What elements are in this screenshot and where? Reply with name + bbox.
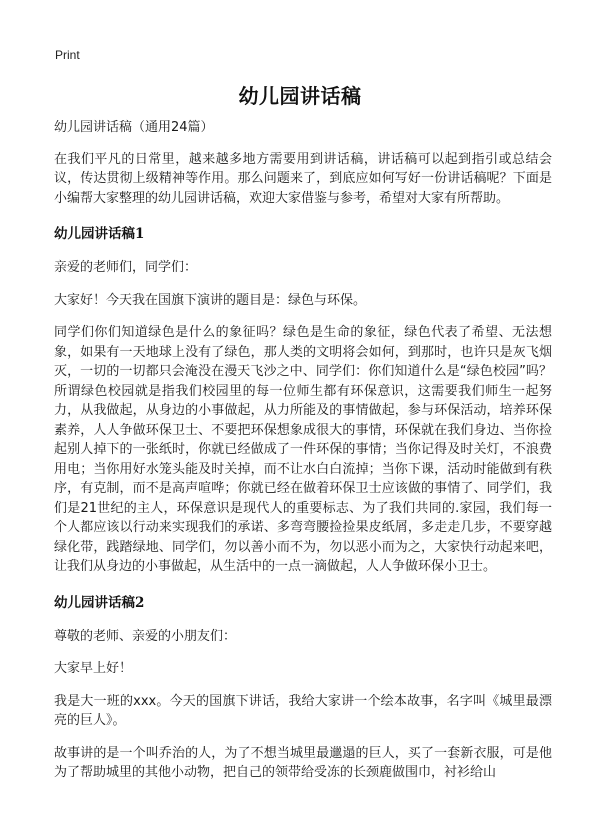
document-subtitle: 幼儿园讲话稿（通用24篇）: [54, 120, 214, 135]
section-2-paragraph: 大家早上好！: [54, 661, 133, 676]
section-2-paragraph: 故事讲的是一个叫乔治的人，为了不想当城里最邋遢的巨人，买了一套新衣服，可是他为了帮助城里的其他小动物，把自己的领带给受冻的长颈鹿做围巾，衬衫给山: [54, 745, 552, 780]
section-heading-1: 幼儿园讲话稿1: [54, 226, 145, 242]
document-body: [54, 118, 552, 796]
section-heading-2: 幼儿园讲话稿2: [54, 594, 145, 611]
intro-paragraph: 在我们平凡的日常里，越来越多地方需要用到讲话稿，讲话稿可以起到指引或总结会议，传达贯彻上级精神等作用。那么问题来了，到底应如何写好一份讲话稿呢？下面是小编帮大家整理的幼儿园讲话稿，欢迎大家借鉴与参考，希望对大家有所帮助。: [54, 151, 552, 206]
section-1-paragraph: 大家好！今天我在国旗下演讲的题目是：绿色与环保。: [54, 292, 367, 308]
section-1-paragraph: 亲爱的老师们，同学们：: [54, 260, 198, 275]
print-link[interactable]: Print: [55, 48, 80, 62]
page-title: 幼儿园讲话稿: [238, 84, 362, 108]
section-2-paragraph: 我是大一班的xxx。今天的国旗下讲话，我给大家讲一个绘本故事，名字叫《城里最漂亮的巨人》。: [54, 693, 552, 728]
section-1-paragraph: 同学们你们知道绿色是什么的象征吗？绿色是生命的象征，绿色代表了希望、无法想象，如果有一天地球上没有了绿色，那人类的文明将会如何，到那时，也许只是灰飞烟灭，一切的一切都只会淹没在漫天飞沙之中、同学们：你们知道什么是“绿色校园”吗？所谓绿色校园就是指我们校园里的每一位师生都有环保意识，这需要我们师生一起努力，从我做起，从身边的小事做起，从力所能及的事情做起，参与环保活动，培养环保素养，人人争做环保卫士、不要把环保想象成很大的事情，环保就在我们身边、当你捡起别人掉下的一张纸时，你就已经做成了一件环保的事情；当你记得及时关灯，不浪费用电；当你用好水笼头能及时关掉，而不让水白白流掉；当你下课，活动时能做到有秩序，有克制，而不是高声喧哗；你就已经在做着环保卫士应该做的事情了、同学们，我们是21世纪的主人，环保意识是现代人的重要标志、为了我们共同的.家园，我们每一个人都应该以行动来实现我们的承诺、多弯弯腰捡捡果皮纸屑，多走走几步，不要穿越绿化带，践踏绿地、同学们，勿以善小而不为，勿以恶小而为之，大家快行动起来吧，让我们从身边的小事做起，从生活中的一点一滴做起，人人争做环保小卫士。: [54, 325, 552, 574]
section-2-paragraph: 尊敬的老师、亲爱的小朋友们：: [54, 628, 237, 644]
